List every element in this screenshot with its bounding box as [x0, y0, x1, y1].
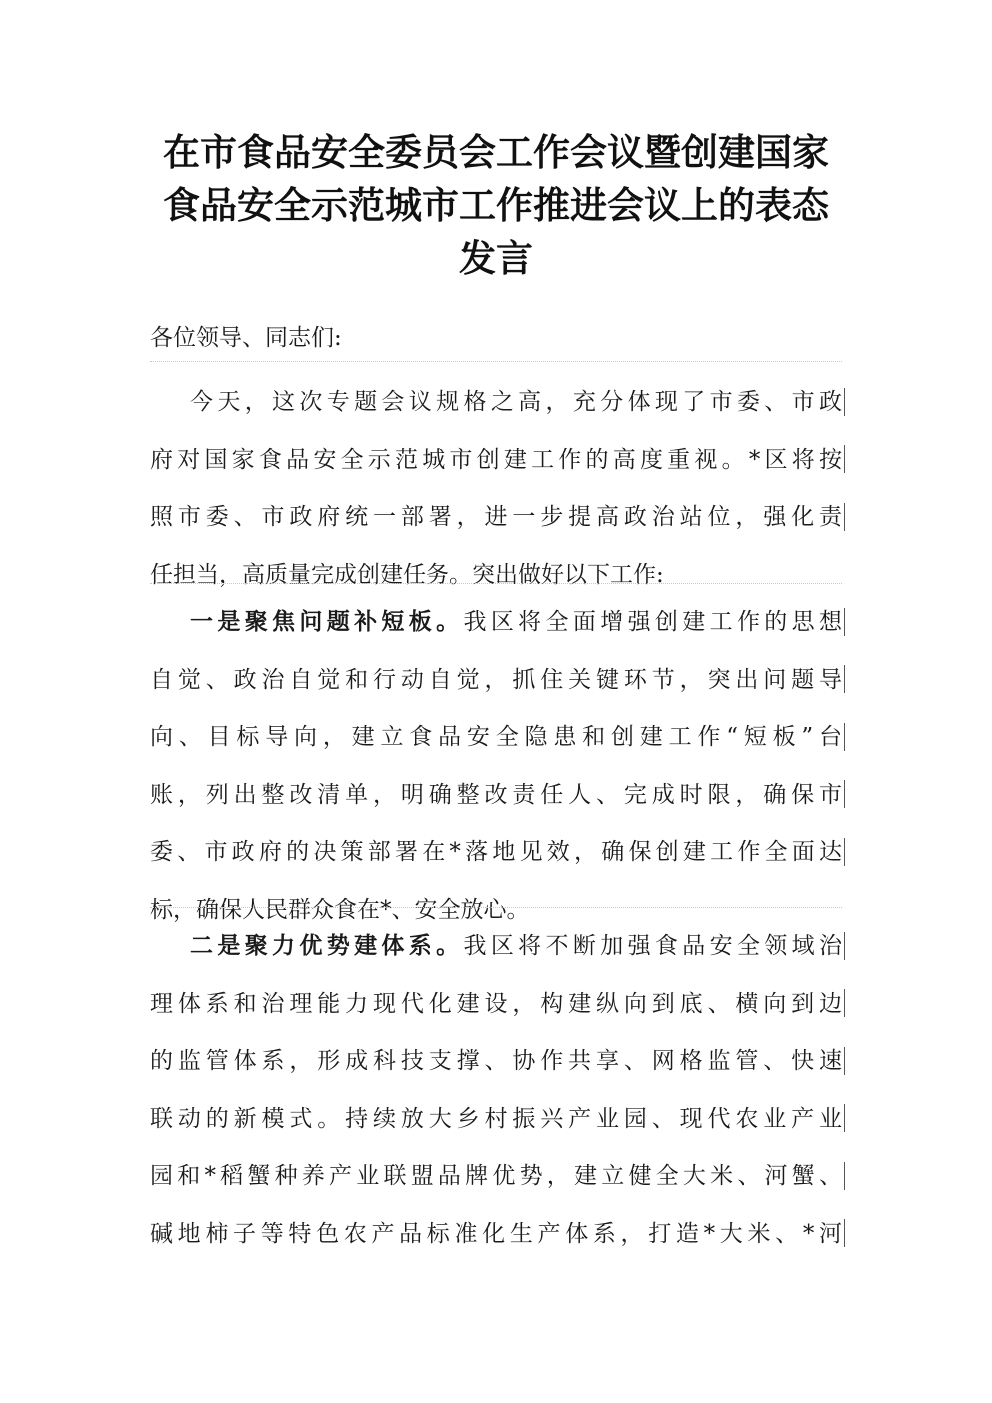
margin-marker [844, 503, 845, 531]
title-line: 发言 [459, 237, 533, 280]
margin-marker [844, 989, 845, 1017]
margin-marker [844, 780, 845, 808]
paragraph-line-text: 我区将全面增强创建工作的思想 [463, 609, 842, 635]
paragraph-line: 向、目标导向，建立食品安全隐患和创建工作“短板”台 [150, 724, 842, 750]
paragraph-line: 理体系和治理能力现代化建设，构建纵向到底、横向到边 [150, 990, 842, 1017]
paragraph-line-text: 我区将不断加强食品安全领域治 [463, 933, 842, 959]
paragraph-lead: 一是聚焦问题补短板。 [190, 609, 464, 635]
margin-marker [844, 932, 845, 960]
paragraph-line: 账，列出整改清单，明确整改责任人、完成时限，确保市 [150, 781, 842, 808]
paragraph-line: 标，确保人民群众食在*、安全放心。 [150, 896, 530, 923]
margin-marker [844, 1219, 845, 1247]
margin-marker [844, 723, 845, 751]
margin-marker [844, 1047, 845, 1075]
paragraph-lead: 二是聚力优势建体系。 [190, 933, 464, 959]
paragraph-line: 联动的新模式。持续放大乡村振兴产业园、现代农业产业 [150, 1105, 842, 1132]
paragraph-line: 府对国家食品安全示范城市创建工作的高度重视。*区将按 [150, 446, 842, 473]
separator [150, 361, 842, 362]
document-title [120, 126, 872, 285]
margin-marker [844, 1104, 845, 1132]
paragraph-line: 自觉、政治自觉和行动自觉，抓住关键环节，突出问题导 [150, 666, 842, 693]
margin-marker [844, 388, 845, 416]
paragraph-line: 今天，这次专题会议规格之高，充分体现了市委、市政 [190, 389, 842, 415]
paragraph-line [150, 918, 842, 976]
paragraph-line: 园和*稻蟹种养产业联盟品牌优势，建立健全大米、河蟹、 [150, 1163, 842, 1189]
paragraph-line: 碱地柿子等特色农产品标准化生产体系，打造*大米、*河 [150, 1220, 842, 1247]
margin-marker [844, 665, 845, 693]
title-line: 食品安全示范城市工作推进会议上的表态 [163, 184, 829, 227]
paragraph-line [150, 594, 842, 652]
paragraph-line: 任担当，高质量完成创建任务。突出做好以下工作: [150, 561, 664, 588]
margin-marker [844, 838, 845, 866]
title-line: 在市食品安全委员会工作会议暨创建国家 [163, 131, 829, 174]
separator [150, 907, 842, 908]
paragraph-point-one [150, 594, 842, 939]
margin-marker [844, 1162, 845, 1190]
paragraph-line: 的监管体系，形成科技支撑、协作共享、网格监管、快速 [150, 1048, 842, 1074]
paragraph-intro [150, 374, 842, 604]
paragraph-point-two [150, 918, 842, 1263]
salutation: 各位领导、同志们: [150, 325, 342, 351]
margin-marker [844, 445, 845, 473]
paragraph-line: 委、市政府的决策部署在*落地见效，确保创建工作全面达 [150, 839, 842, 865]
paragraph-line: 照市委、市政府统一部署，进一步提高政治站位，强化责 [150, 504, 842, 530]
separator [150, 583, 842, 584]
margin-marker [844, 608, 845, 636]
